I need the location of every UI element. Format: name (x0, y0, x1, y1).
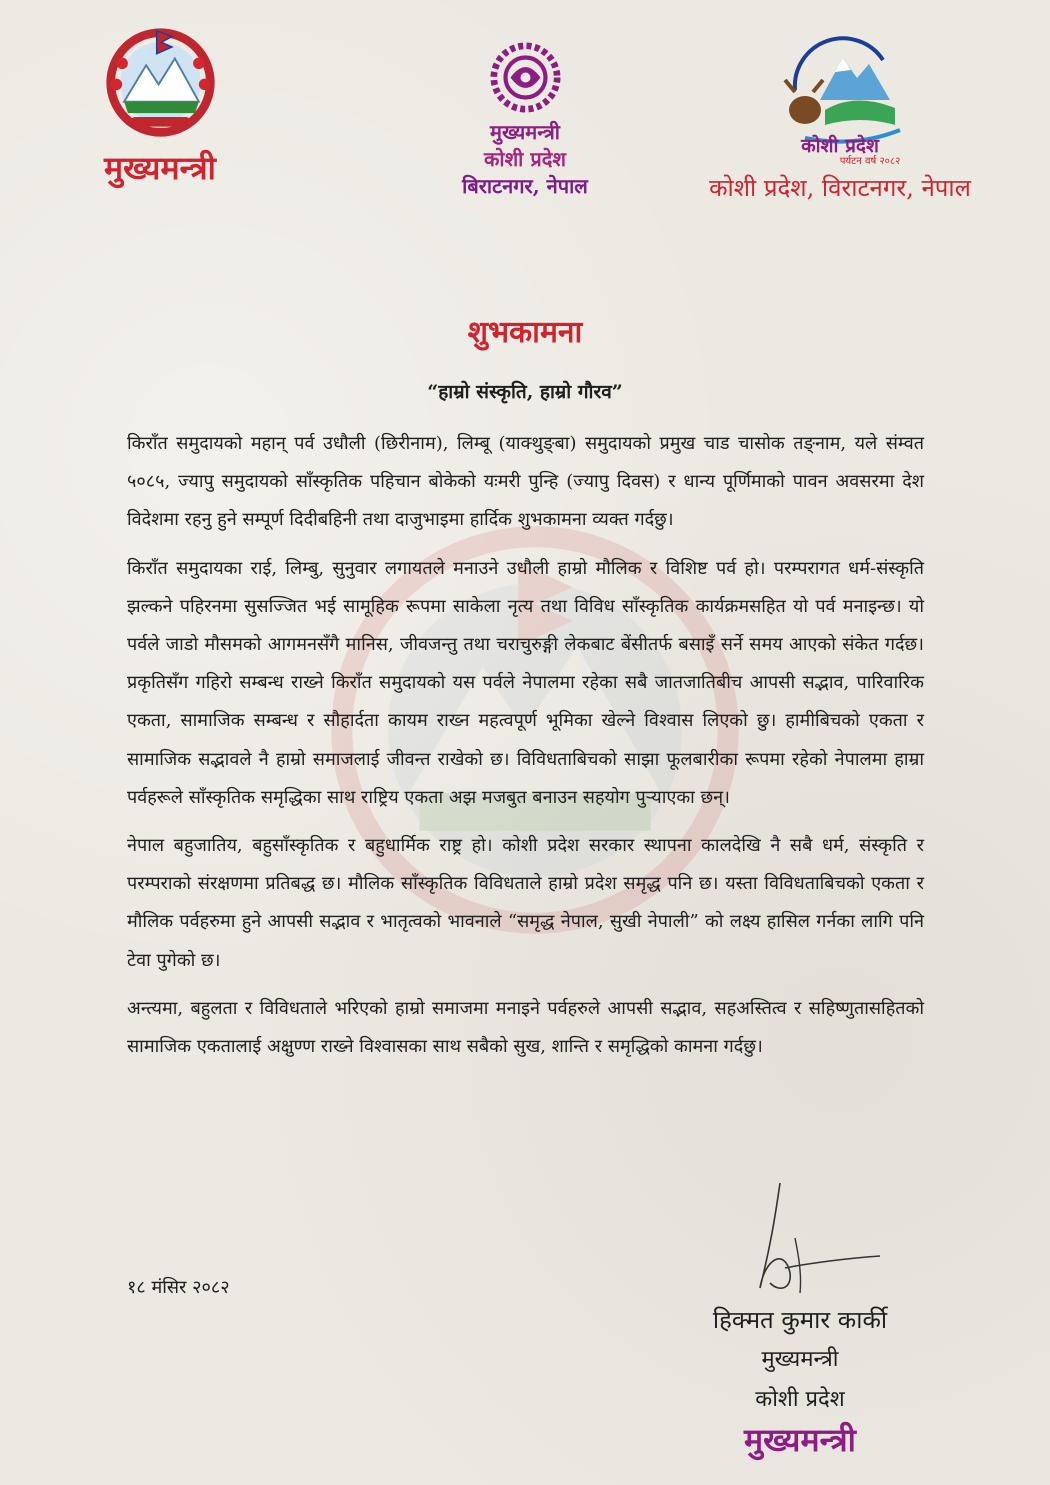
paragraph-1: किराँत समुदायको महान् पर्व उधौली (छिरीनाम), लिम्बू (याक्थुङ्बा) समुदायको प्रमुख चाड चासोक तङ्नाम, यले संम्वत ५०८५, ज्यापु समुदायको साँस्कृतिक पहिचान बोकेको यःमरी पुन्हि (ज्यापु दिवस) र धान्य पूर्णिमाको पावन अवसरमा देश विदेशमा रहनु हुने सम्पूर्ण दिदीबहिनी तथा दाजुभाइमा हार्दिक शुभकामना व्यक्त गर्दछु। (127, 433, 924, 531)
letter-date: १८ मंसिर २०८२ (127, 1277, 230, 1298)
handwritten-signature-icon (740, 1178, 890, 1308)
nepal-emblem-icon (103, 25, 218, 140)
header-right (680, 30, 1000, 204)
right-caption: कोशी प्रदेश, विराटनगर, नेपाल (709, 174, 971, 202)
header-left (95, 25, 225, 189)
letter-title: शुभकामना (467, 315, 583, 350)
signatory-office: कोशी प्रदेश (755, 1387, 845, 1412)
paragraph-2: किराँत समुदायका राई, लिम्बु, सुनुवार लगायतले मनाउने उधौली हाम्रो मौलिक र विशिष्ट पर्व हो। परम्परागत धर्म-संस्कृति झल्कने पहिरनमा सुसज्जित भई सामूहिक रूपमा साकेला नृत्य तथा विविध साँस्कृतिक कार्यक्रमसहित यो पर्व मनाइन्छ। यो पर्वले जाडो मौसमको आगमनसँगै मानिस, जीवजन्तु तथा चराचुरुङ्गी लेकबाट बेंसीतर्फ बसाइँ सर्ने समय आएको संकेत गर्दछ। प्रकृतिसँग गहिरो सम्बन्ध राख्ने किराँत समुदायको यस पर्वले नेपालमा रहेका सबै जातजातिबीच आपसी सद्भाव, पारिवारिक एकता, सामाजिक सम्बन्ध र सौहार्दता कायम राख्न महत्वपूर्ण भूमिका खेल्ने विश्वास लिएको छु। हामीबिचको एकता र सामाजिक सद्भावले नै हाम्रो समाजलाई जीवन्त राखेको छ। विविधताबिचको साझा फूलबारीका रूपमा रहेको नेपालमा हाम्रा पर्वहरूले साँस्कृतिक समृद्धिका साथ राष्ट्रिय एकता अझ मजबुत बनाउन सहयोग पुऱ्याएका छन्। (127, 557, 924, 808)
official-stamp: मुख्यमन्त्री (744, 1421, 856, 1459)
koshi-tourism-logo-icon (765, 30, 915, 165)
letter-slogan: “हाम्रो संस्कृति, हाम्रो गौरव” (427, 381, 623, 403)
center-line-3: बिराटनगर, नेपाल (462, 174, 588, 198)
left-caption: मुख्यमन्त्री (104, 149, 216, 187)
header-center (430, 40, 620, 200)
letter-body (127, 425, 924, 1076)
chief-minister-seal-icon (483, 40, 568, 115)
center-line-1: मुख्यमन्त्री (490, 120, 560, 144)
paragraph-4: अन्त्यमा, बहुलता र विविधताले भरिएको हाम्रो समाजमा मनाइने पर्वहरुले आपसी सद्भाव, सहअस्तित्व र सहिष्णुतासहितको सामाजिक एकतालाई अक्षुण्ण राख्ने विश्वासका साथ सबैको सुख, शान्ति र समृद्धिको कामना गर्दछु। (127, 997, 924, 1058)
right-logo-subtext: पर्यटन वर्ष २०८२ (839, 156, 901, 165)
right-logo-text: कोशी प्रदेश (801, 135, 879, 157)
signature-block (660, 1300, 940, 1460)
paragraph-3: नेपाल बहुजातिय, बहुसाँस्कृतिक र बहुधार्मिक राष्ट्र हो। कोशी प्रदेश सरकार स्थापना कालदेखि नै सबै धर्म, संस्कृति र परम्पराको संरक्षणमा प्रतिबद्ध छ। मौलिक साँस्कृतिक विविधताले हाम्रो प्रदेश समृद्ध पनि छ। यस्ता विविधताबिचको एकता र मौलिक पर्वहरुमा हुने आपसी सद्भाव र भातृत्वको भावनाले “समृद्ध नेपाल, सुखी नेपाली” को लक्ष्य हासिल गर्नका लागि पनि टेवा पुगेको छ। (127, 835, 924, 971)
center-line-2: कोशी प्रदेश (484, 147, 566, 171)
signatory-name: हिक्मत कुमार कार्की (712, 1306, 888, 1334)
signatory-role: मुख्यमन्त्री (761, 1347, 839, 1372)
